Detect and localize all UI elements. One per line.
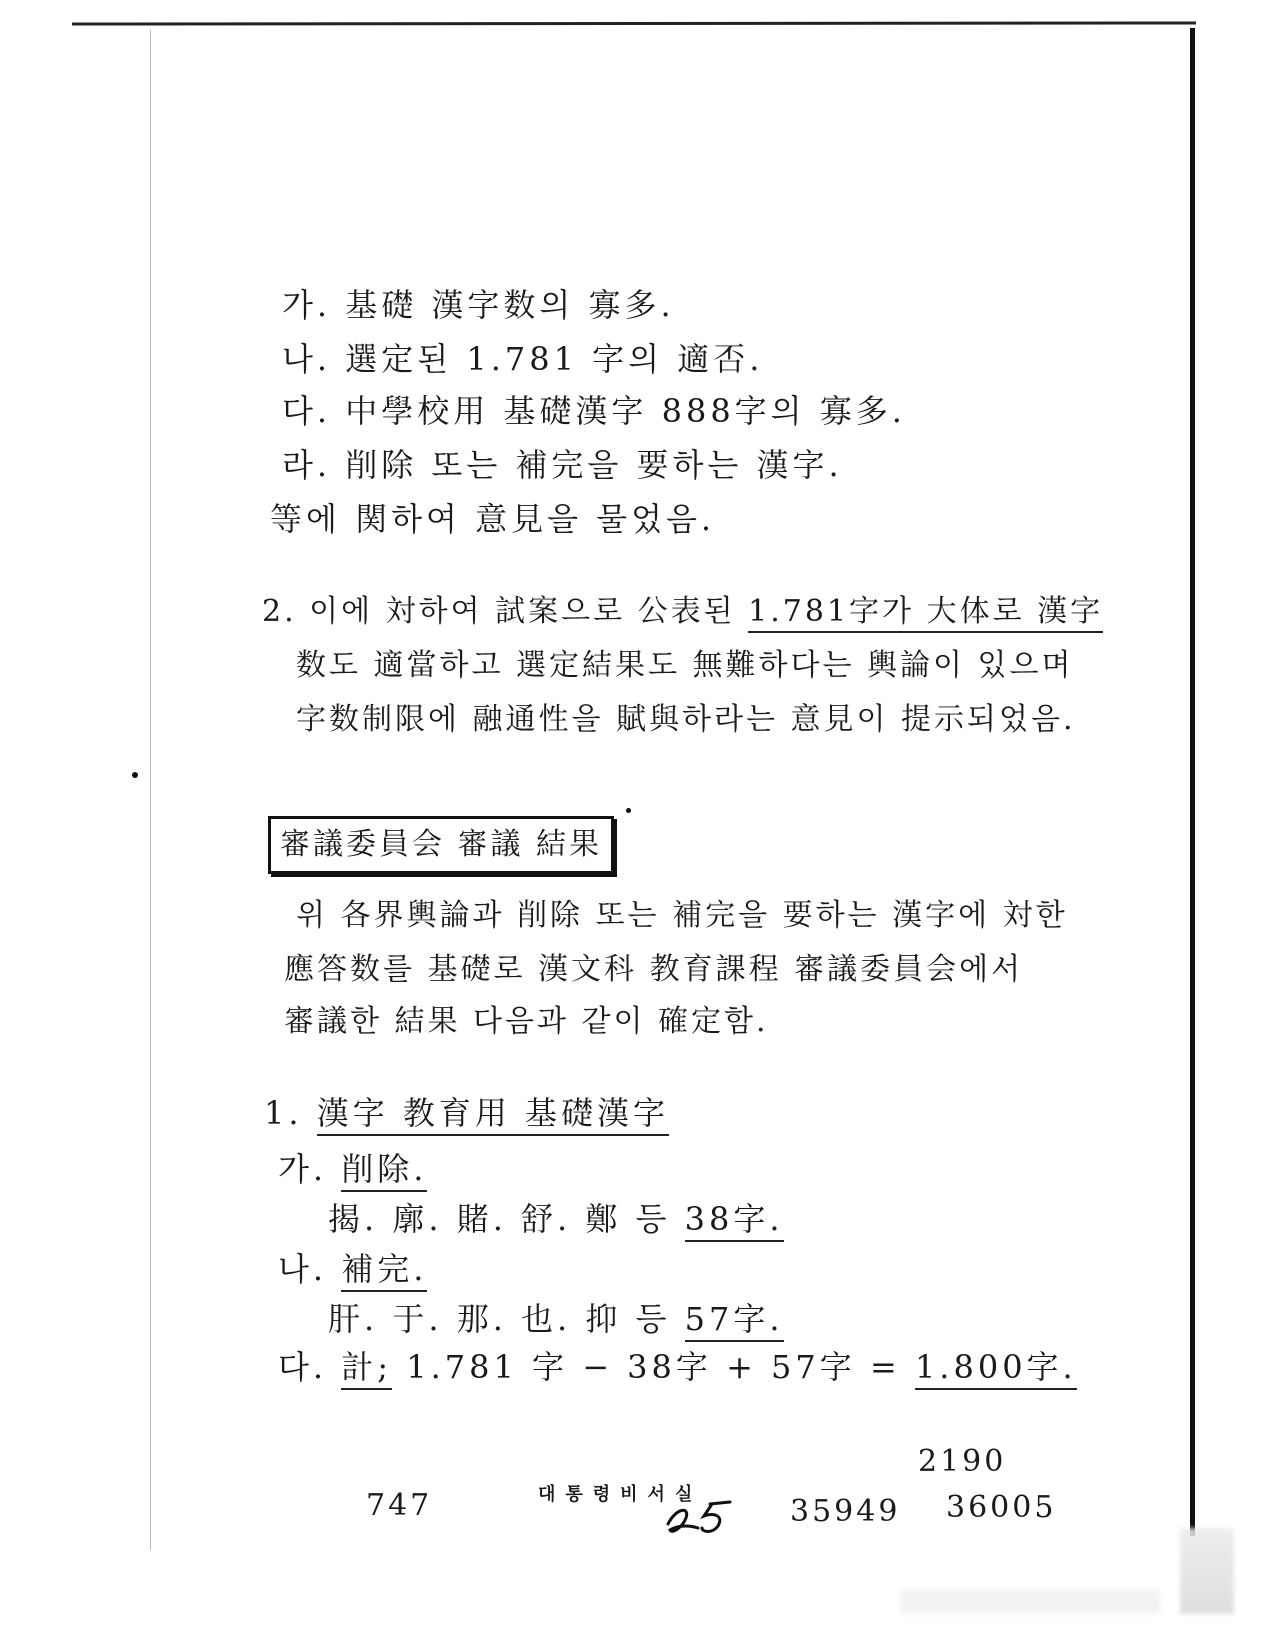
result-heading-number: 1. <box>264 1094 303 1132</box>
body-line-3: 審議한 結果 다음과 같이 確定함. <box>284 1004 769 1039</box>
blurred-watermark <box>1180 1528 1234 1614</box>
result-da-formula: 1.781 字 − 38字 + 57字 = <box>406 1348 915 1386</box>
ref-number-top: 2190 <box>918 1444 1007 1479</box>
body-line-1: 위 各界輿論과 削除 또는 補完을 要하는 漢字에 対한 <box>296 898 1068 933</box>
ref-number-left: 35949 <box>790 1494 901 1529</box>
result-ga-text: 削除. <box>341 1150 427 1192</box>
paragraph-2-line-1 <box>262 586 1103 630</box>
office-stamp: 대통령비서실 <box>538 1484 703 1505</box>
blurred-footer-strip <box>900 1590 1160 1614</box>
list-summary: 等에 関하여 意見을 물었음. <box>270 500 716 538</box>
heading-dot <box>626 808 631 813</box>
ref-number-right: 36005 <box>946 1490 1057 1525</box>
result-ga-list: 揭. 廓. 賭. 舒. 鄭 등 <box>328 1200 671 1238</box>
paragraph-2-line-3: 字数制限에 融通性을 賦與하라는 意見이 提示되었음. <box>296 702 1076 737</box>
paragraph-2-lead: 2. 이에 対하여 試案으로 公表된 <box>262 594 749 629</box>
paragraph-2-line-2: 数도 適當하고 選定結果도 無難하다는 輿論이 있으며 <box>296 648 1074 683</box>
left-fold-line <box>150 30 151 1550</box>
top-border-line <box>72 22 1196 26</box>
list-item-ra: 라. 削除 또는 補完을 要하는 漢字. <box>282 446 843 484</box>
result-na-text: 補完. <box>341 1250 427 1292</box>
result-heading-text: 漢字 教育用 基礎漢字 <box>317 1094 669 1136</box>
result-da-label: 다. <box>278 1348 328 1386</box>
result-na-items <box>328 1294 784 1340</box>
signature-drawing <box>664 1494 740 1536</box>
page-number: 747 <box>366 1488 433 1523</box>
result-da-total: 1.800字. <box>915 1348 1077 1390</box>
result-heading <box>264 1088 669 1134</box>
right-border-line <box>1190 28 1195 1536</box>
paragraph-2-underlined: 1.781字가 大体로 漢字 <box>748 594 1103 633</box>
result-ga-items <box>328 1194 784 1240</box>
result-ga <box>278 1144 427 1190</box>
result-na-list: 肝. 于. 那. 也. 抑 등 <box>328 1300 671 1338</box>
list-item-ga: 가. 基礎 漢字数의 寡多. <box>282 286 675 324</box>
margin-dot <box>132 772 138 778</box>
result-na <box>278 1244 427 1290</box>
result-na-label: 나. <box>278 1250 328 1288</box>
result-ga-label: 가. <box>278 1150 328 1188</box>
result-ga-count: 38字. <box>685 1200 784 1242</box>
result-da <box>278 1342 1077 1388</box>
list-item-na: 나. 選定된 1.781 字의 適否. <box>282 340 764 378</box>
signature-mark <box>664 1494 740 1540</box>
section-heading-box: 審議委員会 審議 結果 <box>268 816 614 874</box>
body-line-2: 應答数를 基礎로 漢文科 教育課程 審議委員会에서 <box>284 952 1024 987</box>
list-item-da: 다. 中學校用 基礎漢字 888字의 寡多. <box>282 392 906 430</box>
result-na-count: 57字. <box>685 1300 784 1342</box>
result-da-text: 計; <box>341 1348 392 1390</box>
